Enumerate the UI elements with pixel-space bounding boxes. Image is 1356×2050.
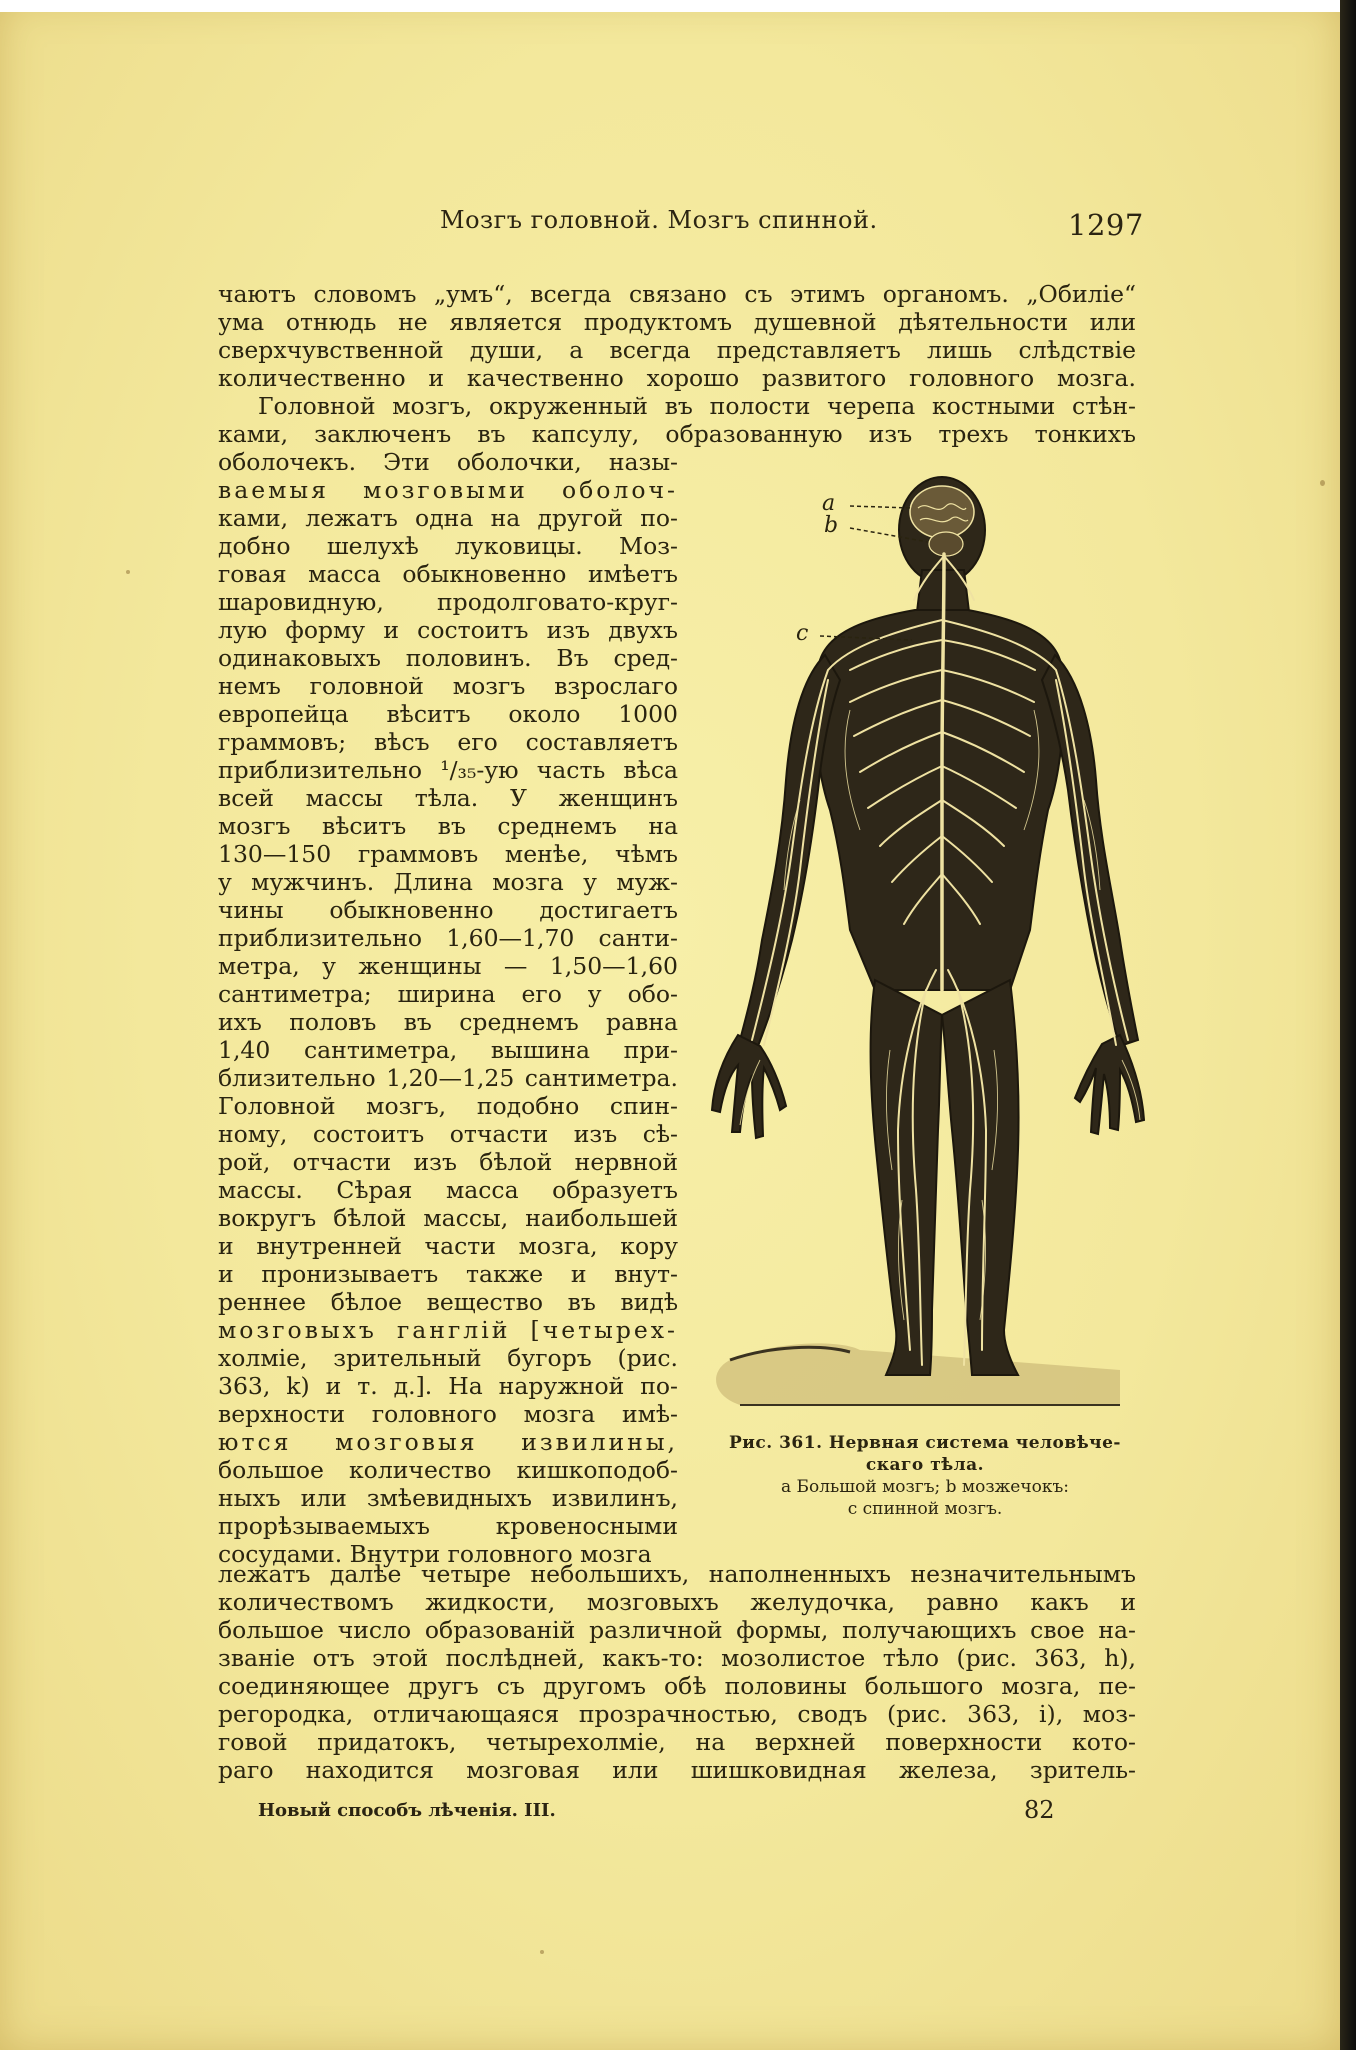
text-line: у мужчинъ. Длина мозга у муж-	[218, 868, 678, 896]
text-line: холміе, зрительный бугоръ (рис.	[218, 1344, 678, 1372]
text-line: Головной мозгъ, окруженный въ полости черепа костными стѣн-	[258, 392, 1136, 420]
text-line: 1,40 сантиметра, вышина при-	[218, 1036, 678, 1064]
paper-speck	[540, 1950, 544, 1954]
text-line: одинаковыхъ половинъ. Въ сред-	[218, 644, 678, 672]
scan-top-edge	[0, 0, 1356, 12]
text-line: мозговыхъ ганглій [четырех-	[218, 1316, 678, 1344]
text-line: мозгъ вѣситъ въ среднемъ на	[218, 812, 678, 840]
text-line: оболочекъ. Эти оболочки, назы-	[218, 448, 678, 476]
paper-speck	[126, 570, 130, 574]
text-line: количественно и качественно хорошо развитого головного мозга.	[218, 364, 1136, 392]
signature-number: 82	[1024, 1796, 1055, 1824]
running-header-title: Мозгъ головной. Мозгъ спинной.	[440, 206, 878, 234]
text-line: европейца вѣситъ около 1000	[218, 700, 678, 728]
page-number: 1297	[1068, 208, 1144, 242]
text-line: прорѣзываемыхъ кровеносными	[218, 1512, 678, 1540]
text-line: лежатъ далѣе четыре небольшихъ, наполненныхъ незначительнымъ	[218, 1560, 1136, 1588]
figure-caption-title: Рис. 361. Нервная система человѣче-	[729, 1433, 1121, 1453]
text-line: массы. Сѣрая масса образуетъ	[218, 1176, 678, 1204]
text-line: немъ головной мозгъ взрослаго	[218, 672, 678, 700]
figure-caption-legend-2: c спинной мозгъ.	[847, 1499, 1003, 1519]
text-line: лую форму и состоитъ изъ двухъ	[218, 616, 678, 644]
text-line: ныхъ или змѣевидныхъ извилинъ,	[218, 1484, 678, 1512]
text-line: верхности головного мозга имѣ-	[218, 1400, 678, 1428]
figure-caption-title-cont: скаго тѣла.	[865, 1455, 985, 1475]
text-line: раго находится мозговая или шишковидная железа, зритель-	[218, 1756, 1136, 1784]
figure-label-c: c	[796, 621, 809, 646]
text-line: всей массы тѣла. У женщинъ	[218, 784, 678, 812]
text-line: ихъ половъ въ среднемъ равна	[218, 1008, 678, 1036]
text-line: соединяющее другъ съ другомъ обѣ половины большого мозга, пе-	[218, 1672, 1136, 1700]
text-line: приблизительно 1,60—1,70 санти-	[218, 924, 678, 952]
body-text-top	[218, 280, 1136, 448]
figure-caption-legend-1: a Большой мозгъ; b мозжечокъ:	[780, 1477, 1070, 1497]
paper-speck	[1320, 480, 1325, 486]
text-line: ваемыя мозговыми оболоч-	[218, 476, 678, 504]
page-footer	[258, 1796, 1058, 1826]
text-line: чаютъ словомъ „умъ“, всегда связано съ этимъ органомъ. „Обиліе“	[218, 280, 1136, 308]
text-line: званіе отъ этой послѣдней, какъ-то: мозолистое тѣло (рис. 363, h),	[218, 1644, 1136, 1672]
text-line: и пронизываетъ также и внут-	[218, 1260, 678, 1288]
text-line: ума отнюдь не является продуктомъ душевной дѣятельности или	[218, 308, 1136, 336]
text-line: вокругъ бѣлой массы, наибольшей	[218, 1204, 678, 1232]
text-line: реннее бѣлое вещество въ видѣ	[218, 1288, 678, 1316]
text-line: количествомъ жидкости, мозговыхъ желудочка, равно какъ и	[218, 1588, 1136, 1616]
nervous-system-figure	[700, 470, 1150, 1430]
figure-label-b: b	[824, 513, 839, 538]
text-line: большое количество кишкоподоб-	[218, 1456, 678, 1484]
nervous-system-illustration	[700, 470, 1150, 1430]
text-line: добно шелухѣ луковицы. Моз-	[218, 532, 678, 560]
text-line: рой, отчасти изъ бѣлой нервной	[218, 1148, 678, 1176]
text-line: говой придатокъ, четырехолміе, на верхней поверхности кото-	[218, 1728, 1136, 1756]
scan-right-edge	[1340, 0, 1356, 2050]
text-line: сосудами. Внутри головного мозга	[218, 1540, 652, 1568]
text-line: шаровидную, продолговато-круг-	[218, 588, 678, 616]
running-header	[440, 206, 1144, 246]
text-line: Головной мозгъ, подобно спин-	[218, 1092, 678, 1120]
text-line: сверхчувственной души, а всегда представляетъ лишь слѣдствіе	[218, 336, 1136, 364]
text-line: ются мозговыя извилины,	[218, 1428, 678, 1456]
text-line: 363, k) и т. д.]. На наружной по-	[218, 1372, 678, 1400]
text-line: близительно 1,20—1,25 сантиметра.	[218, 1064, 678, 1092]
text-line: метра, у женщины — 1,50—1,60	[218, 952, 678, 980]
text-line: и внутренней части мозга, кору	[218, 1232, 678, 1260]
text-line: приблизительно ¹/₃₅-ую часть вѣса	[218, 756, 678, 784]
body-text-bottom	[218, 1560, 1136, 1784]
text-line: большое число образованій различной формы, получающихъ свое на-	[218, 1616, 1136, 1644]
footer-book-title: Новый способъ лѣченія. III.	[258, 1800, 556, 1821]
text-line: чины обыкновенно достигаетъ	[218, 896, 678, 924]
text-line: регородка, отличающаяся прозрачностью, сводъ (рис. 363, i), моз-	[218, 1700, 1136, 1728]
figure-label-a: a	[822, 491, 836, 516]
text-line: граммовъ; вѣсъ его составляетъ	[218, 728, 678, 756]
text-line: ками, лежатъ одна на другой по-	[218, 504, 678, 532]
text-line: ному, состоитъ отчасти изъ сѣ-	[218, 1120, 678, 1148]
body-text-column	[218, 448, 678, 1568]
text-line: говая масса обыкновенно имѣетъ	[218, 560, 678, 588]
text-line: сантиметра; ширина его у обо-	[218, 980, 678, 1008]
text-line: ками, заключенъ въ капсулу, образованную изъ трехъ тонкихъ	[218, 420, 1136, 448]
figure-caption	[700, 1432, 1150, 1520]
text-line: 130—150 граммовъ менѣе, чѣмъ	[218, 840, 678, 868]
